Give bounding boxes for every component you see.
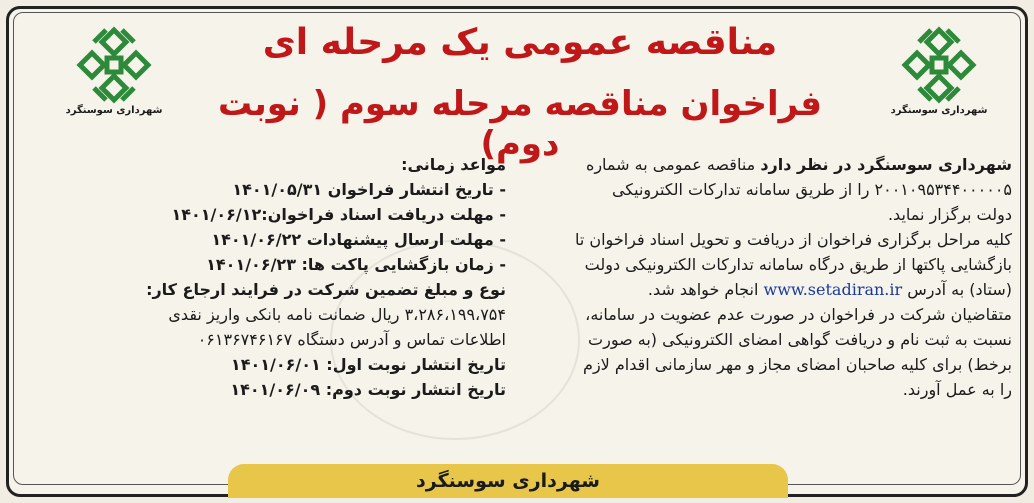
process-pre: (ستاد) به آدرس bbox=[907, 280, 1012, 299]
schedule-heading: مواعد زمانی: bbox=[401, 155, 506, 174]
intro-bold: شهرداری سوسنگرد در نظر دارد bbox=[760, 155, 1012, 174]
second-publication-date: تاریخ انتشار نوبت دوم: ۱۴۰۱/۰۶/۰۹ bbox=[230, 380, 506, 399]
footer-banner: شهرداری سوسنگرد bbox=[228, 464, 788, 498]
logo-right bbox=[880, 26, 998, 116]
process-line-2: بازگشایی پاکتها از طریق درگاه سامانه تدارکات الکترونیکی دولت bbox=[584, 255, 1012, 274]
first-publication-date: تاریخ انتشار نوبت اول: ۱۴۰۱/۰۶/۰۱ bbox=[230, 355, 506, 374]
schedule-row: - تاریخ انتشار فراخوان ۱۴۰۱/۰۵/۳۱ bbox=[232, 180, 506, 199]
applicant-line-1: متقاضیان شرکت در فراخوان در صورت عدم عضویت در سامانه، bbox=[585, 305, 1012, 324]
body-left-column bbox=[128, 152, 506, 402]
contact-info: اطلاعات تماس و آدرس دستگاه ۰۶۱۳۶۷۴۶۱۶۷ bbox=[197, 330, 506, 349]
paragraph-intro bbox=[514, 152, 1012, 177]
tender-number-line: ۲۰۰۱۰۹۵۳۴۴۰۰۰۰۰۵ را از طریق سامانه تدارکات الکترونیکی bbox=[611, 180, 1012, 199]
schedule-row: - زمان بازگشایی پاکت ها: ۱۴۰۱/۰۶/۲۳ bbox=[206, 255, 506, 274]
municipality-logo-icon bbox=[897, 26, 981, 104]
process-post: انجام خواهد شد. bbox=[647, 280, 759, 299]
schedule-row: - مهلت ارسال پیشنهادات ۱۴۰۱/۰۶/۲۲ bbox=[211, 230, 506, 249]
intro-rest: مناقصه عمومی به شماره bbox=[585, 155, 756, 174]
logo-left bbox=[55, 26, 173, 116]
headline-line-1: مناقصه عمومی یک مرحله ای bbox=[262, 22, 778, 63]
headline-line-2: فراخوان مناقصه مرحله سوم ( نوبت دوم) bbox=[217, 84, 823, 164]
setad-link[interactable]: www.setadiran.ir bbox=[763, 280, 903, 299]
schedule-row: - مهلت دریافت اسناد فراخوان:۱۴۰۱/۰۶/۱۲ bbox=[171, 205, 506, 224]
body-right-column bbox=[514, 152, 1012, 402]
applicant-line-4: را به عمل آورند. bbox=[902, 380, 1012, 399]
municipality-logo-icon bbox=[72, 26, 156, 104]
process-line-3 bbox=[514, 277, 1012, 302]
logo-caption: شهرداری سوسنگرد bbox=[890, 105, 988, 116]
process-line-1: کلیه مراحل برگزاری فراخوان از دریافت و تحویل اسناد فراخوان تا bbox=[574, 230, 1012, 249]
applicant-line-3: برخط) برای کلیه صاحبان امضای مجاز و مهر سازمانی اقدام لازم bbox=[583, 355, 1012, 374]
guarantee-heading: نوع و مبلغ تضمین شرکت در فرایند ارجاع کار: bbox=[146, 280, 506, 299]
applicant-line-2: نسبت به ثبت نام و دریافت گواهی امضای الکترونیکی (به صورت bbox=[588, 330, 1012, 349]
intro-end: دولت برگزار نماید. bbox=[887, 205, 1012, 224]
logo-caption: شهرداری سوسنگرد bbox=[65, 105, 163, 116]
guarantee-amount: ۳،۲۸۶،۱۹۹،۷۵۴ ریال ضمانت نامه بانکی واریز نقدی bbox=[168, 305, 506, 324]
